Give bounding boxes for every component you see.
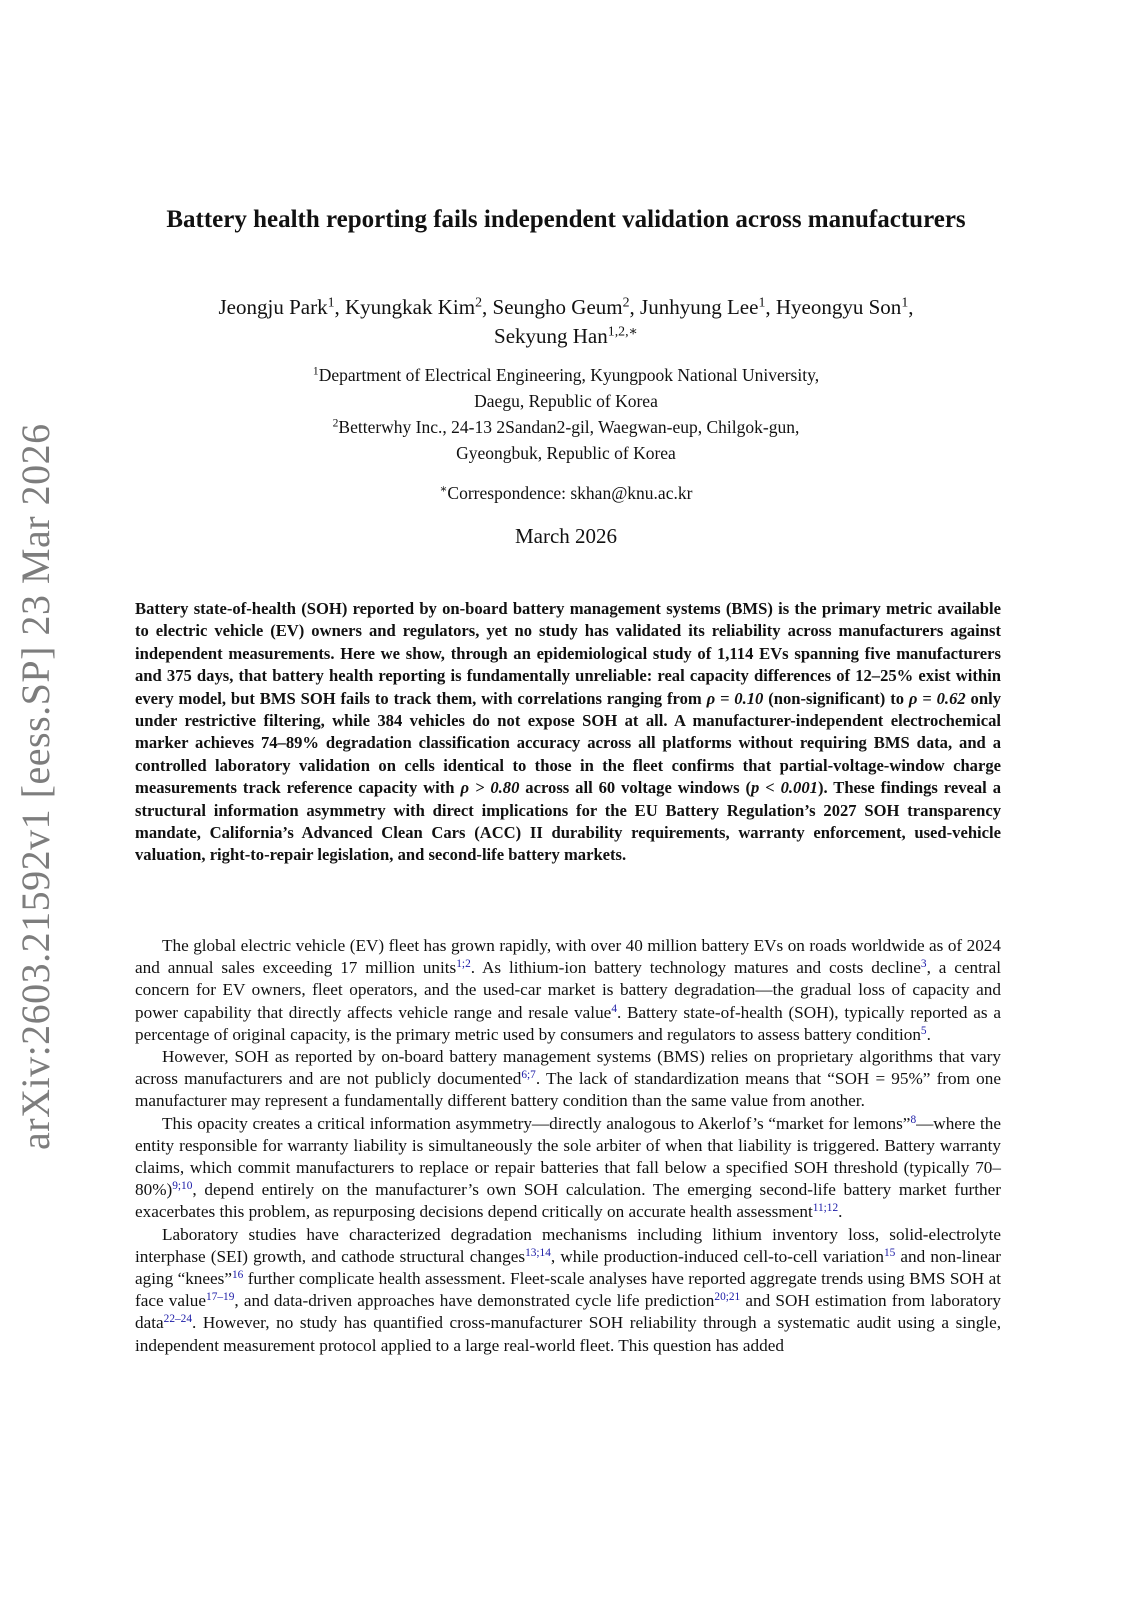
author-name: Seungho Geum — [492, 295, 623, 319]
citation-link[interactable]: 4 — [611, 1002, 617, 1015]
math-rho: ρ = 0.10 — [706, 688, 764, 708]
math-rho: ρ = 0.62 — [908, 688, 966, 708]
author-affiliation-mark: 1 — [758, 294, 766, 310]
author-list — [132, 293, 1000, 351]
affiliation-location: Daegu, Republic of Korea — [474, 391, 658, 411]
citation-link[interactable]: 13;14 — [525, 1246, 551, 1259]
citation-link[interactable]: 1;2 — [456, 957, 471, 970]
citation-link[interactable]: 11;12 — [812, 1202, 839, 1215]
author-line-2 — [132, 322, 1000, 351]
author-affiliation-mark: 2 — [622, 294, 630, 310]
author-name: Kyungkak Kim — [345, 295, 476, 319]
abstract-text: ). These findings reveal a structural information asymmetry with direct implications for the EU Battery Regulation’s 2027 SOH transparency mandate, California’s Advanced Clean Cars (ACC) II durability requirements, warranty enforcement, used-vehicle valuation, right-to-repair legislation, and second-life battery markets. — [135, 778, 1002, 865]
citation-link[interactable]: 6;7 — [521, 1068, 536, 1081]
affiliations — [132, 362, 1000, 466]
author-name: Jeongju Park — [218, 295, 328, 319]
citation-link[interactable]: 9;10 — [172, 1180, 193, 1192]
citation-link[interactable]: 3 — [920, 957, 927, 970]
affiliation-mark: 1 — [312, 365, 319, 378]
publication-date: March 2026 — [514, 524, 618, 548]
author-name: Junhyung Lee — [640, 295, 759, 319]
abstract-text: Battery state-of-health (SOH) reported by on-board battery management systems (BMS) is the primary metric available to electric vehicle (EV) owners and regulators, yet no study has validated its reliability across manufacturers against independent measurements. Here we show, through an epidemiological study of 1,114 EVs spanning five manufacturers and 375 days, that battery health reporting is fundamentally unreliable: real capacity differences of 12–25% exist within every model, but BMS SOH fails to track them, with correlations ranging from — [135, 599, 1001, 708]
author-affiliation-mark: 1 — [327, 294, 335, 310]
affiliation-2 — [132, 414, 1000, 466]
correspondence-mark: ∗ — [439, 483, 448, 496]
citation-link[interactable]: 5 — [920, 1024, 927, 1037]
citation-link[interactable]: 22–24 — [163, 1313, 192, 1326]
math-rho: ρ > 0.80 — [460, 778, 520, 798]
paragraph: Laboratory studies have characterized degradation mechanisms including lithium inventory loss, solid-electrolyte interphase (SEI) growth, and cathode structural changes$^{13;14}$, while production-induced cell-to-cell variation$^{15}$ and non-linear aging “knees”$^{16}$ further complicate health assessment. Fleet-scale analyses have reported aggregate trends using BMS SOH at face value$^{17-19}$, and data-driven approaches have demonstrated cycle life prediction$^{20;21}$ and SOH estimation from laboratory data$^{22-24}$. However, no study has quantified cross-manufacturer SOH reliability through a systematic audit using a single, independent measurement protocol applied to a large real-world fleet. This question has added — [135, 1224, 1002, 1355]
citation-link[interactable]: 8 — [910, 1113, 917, 1126]
affiliation-1 — [132, 362, 1000, 414]
citation-link[interactable]: 20;21 — [714, 1291, 741, 1304]
arxiv-identifier: arXiv:2603.21592v1 [eess.SP] 23 Mar 2026 — [13, 423, 58, 1150]
correspondence — [132, 481, 1000, 505]
author-affiliation-mark: 2 — [475, 294, 483, 310]
author-name: Hyeongyu Son — [775, 295, 902, 319]
author-affiliation-mark: 1,2,∗ — [607, 323, 638, 339]
affiliation-text: Department of Electrical Engineering, Kyungpook National University, — [318, 365, 820, 385]
affiliation-mark: 2 — [332, 417, 339, 430]
correspondence-email[interactable]: Correspondence: skhan@knu.ac.kr — [447, 483, 693, 503]
citation-link[interactable]: 16 — [231, 1268, 244, 1281]
abstract-text: only under restrictive filtering, while 384 vehicles do not expose SOH at all. A manufacturer-independent electrochemical marker achieves 74–89% degradation classification accuracy across all platforms without requiring BMS data, and a controlled laboratory validation on cells identical to those in the fleet confirms that partial-voltage-window charge measurements track reference capacity with — [135, 688, 1001, 798]
author-name: Sekyung Han — [494, 324, 608, 348]
abstract-text: across all 60 voltage windows ( — [519, 778, 751, 798]
paragraph: The global electric vehicle (EV) fleet has grown rapidly, with over 40 million battery EVs on roads worldwide as of 2024 and annual sales exceeding 17 million units$^{1;2}$. As lithium-ion battery technology matures and costs decline$^3$, a central concern for EV owners, fleet operators, and the used-car market is battery degradation—the gradual loss of capacity and power capability that directly affects vehicle range and resale value$^4$. Battery state-of-health (SOH), typically reported as a percentage of original capacity, is the primary metric used by consumers and regulators to assess battery condition$^5$. — [135, 936, 1001, 1044]
math-p-value: p < 0.001 — [751, 778, 818, 798]
paragraph: This opacity creates a critical information asymmetry—directly analogous to Akerlof’s “market for lemons”$^8$—where the entity responsible for warranty liability is simultaneously the sole arbiter of when that liability is triggered. Battery warranty claims, which commit manufacturers to replace or repair batteries that fall below a specified SOH threshold (typically 70–80%)$^{9;10}$, depend entirely on the manufacturer’s own SOH calculation. The emerging second-life battery market further exacerbates this problem, as repurposing decisions depend critically on accurate health assessment$^{11;12}$. — [135, 1113, 1001, 1222]
affiliation-text: Betterwhy Inc., 24-13 2Sandan2-gil, Waegwan-eup, Chilgok-gun, — [338, 417, 800, 437]
citation-link[interactable]: 17–19 — [206, 1291, 235, 1304]
abstract-text: (non-significant) to — [763, 688, 909, 708]
citation-link[interactable]: 15 — [883, 1246, 896, 1259]
paragraph: However, SOH as reported by on-board battery management systems (BMS) relies on proprietary algorithms that vary across manufacturers and are not publicly documented$^{6;7}$. The lack of standardization means that “SOH = 95%” from one manufacturer may represent a fundamentally different battery condition than the same value from another. — [135, 1047, 1001, 1111]
author-affiliation-mark: 1 — [901, 294, 909, 310]
author-line-1: Jeongju Park$^1$, Kyungkak Kim$^2$, Seungho Geum$^2$, Junhyung Lee$^1$, Hyeongyu Son$^1$, — [218, 294, 914, 319]
body-text — [135, 935, 1001, 1357]
affiliation-location: Gyeongbuk, Republic of Korea — [456, 443, 676, 463]
paper-title: Battery health reporting fails independent validation across manufacturers — [166, 206, 966, 233]
abstract — [135, 598, 1001, 867]
